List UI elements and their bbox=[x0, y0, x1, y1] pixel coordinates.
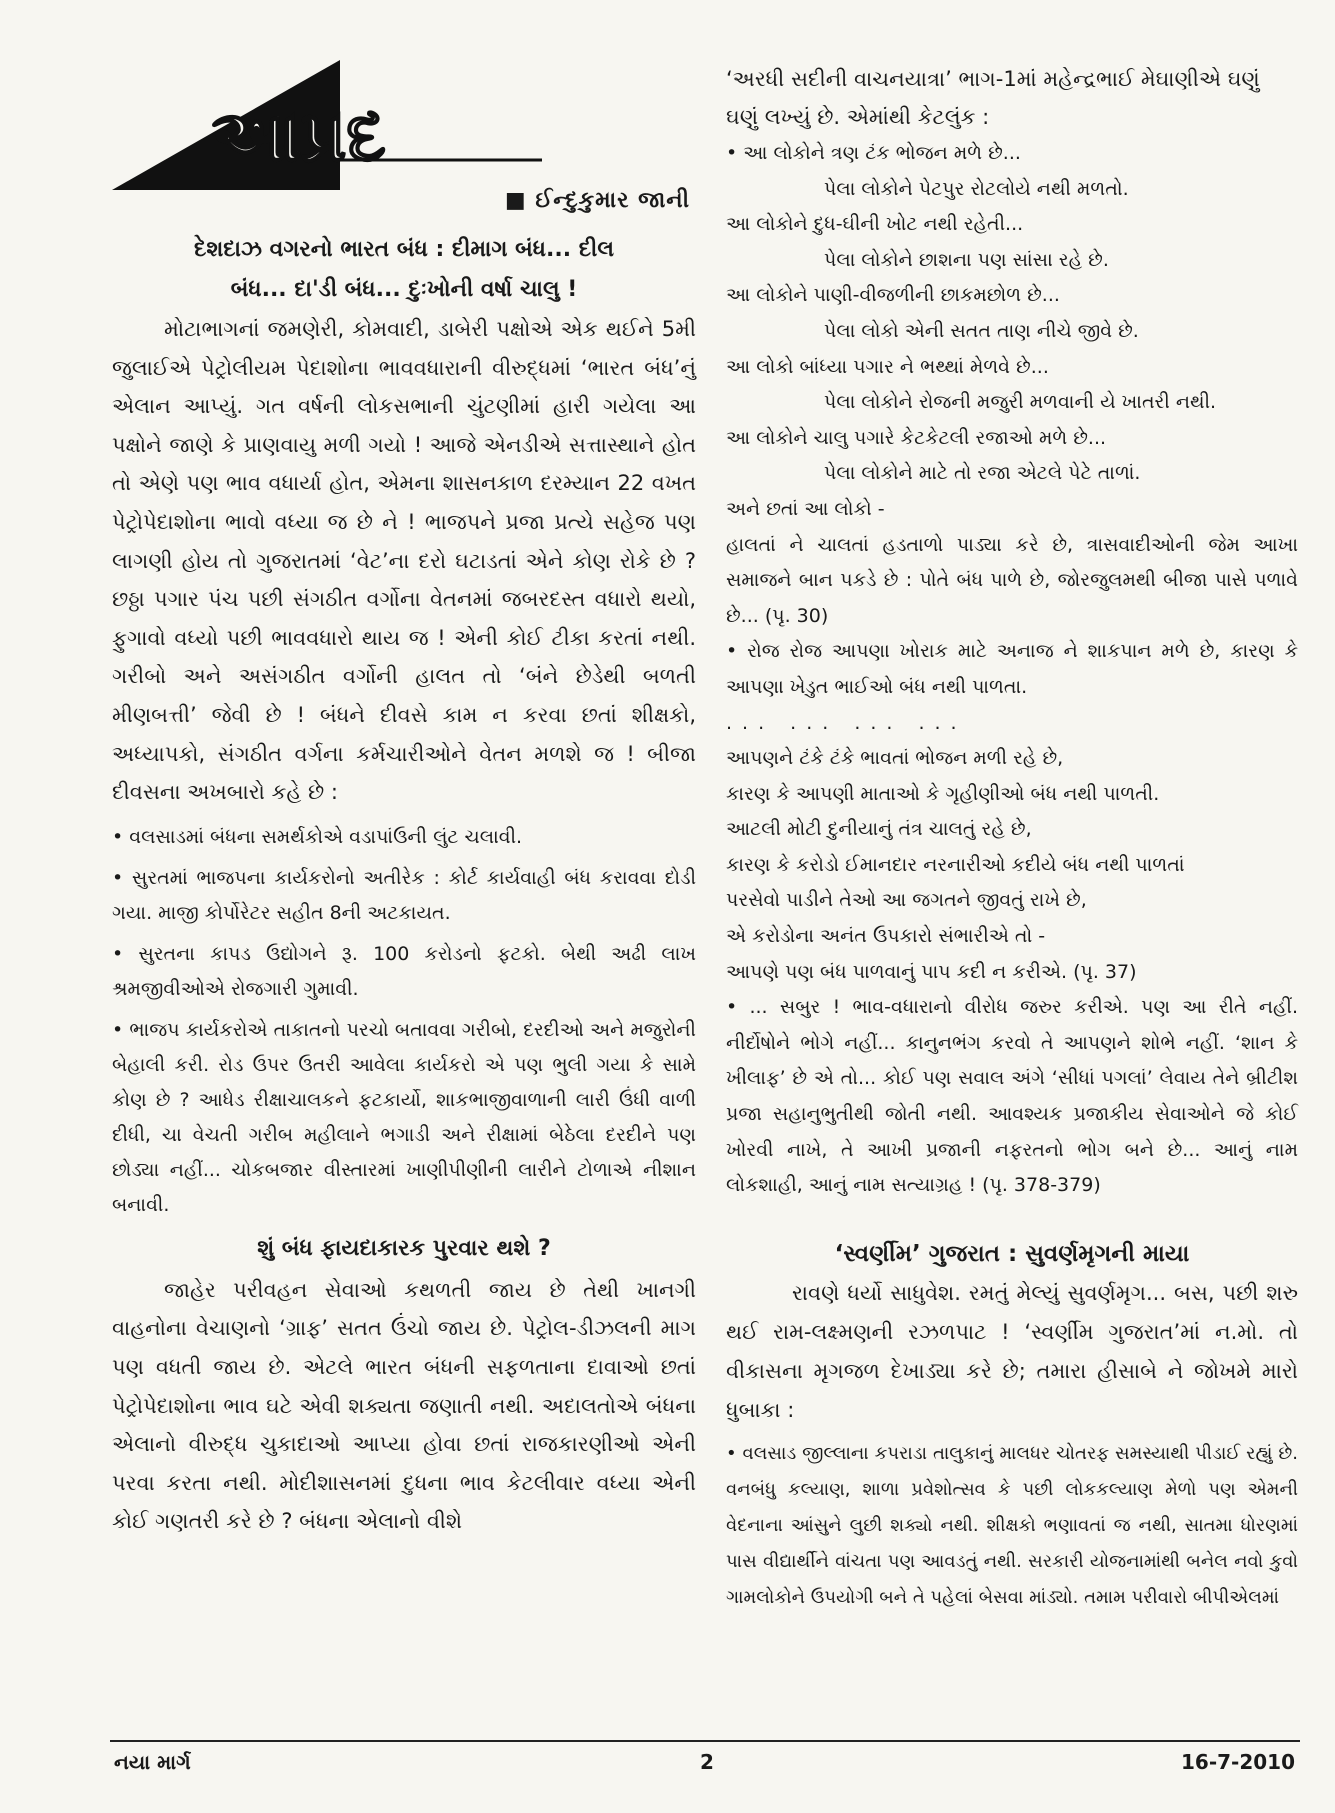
news-bullet: • ભાજપ કાર્યકરોએ તાકાતનો પરચો બતાવવા ગરીબો, દરદીઓ અને મજુરોની બેહાલી કરી. રોડ ઉપર ઉતરી આવેલા કાર્યકરો એ પણ ભુલી ગયા કે સામે કોણ છે ? આધેડ રીક્ષાચાલકને ફટકાર્યો, શાકભાજીવાળાની લારી ઉંધી વાળી દીધી, ચા વેચતી ગરીબ મહીલાને ભગાડી અને રીક્ષામાં બેઠેલા દરદીને પણ છોડ્યા નહીં... ચોકબજાર વીસ્તારમાં ખાણીપીણીની લારીને ટોળાએ નીશાન બનાવી. bbox=[112, 1018, 696, 1216]
comparison-line: પેલા લોકો એની સતત તાણ નીચે જીવે છે. bbox=[824, 319, 1139, 342]
quote-paragraph-c: • ... સબુર ! ભાવ-વધારાનો વીરોધ જરુર કરીએ. પણ આ રીતે નહીં. નીર્દોષોને ભોગે નહીં... કાનુનભંગ કરવો તે આપણને શોભે નહીં. ‘શાન કે ખીલાફ’ છે એ તો... કોઈ પણ સવાલ અંગે ‘સીધાં પગલાં’ લેવાય તેને બ્રીટીશ પ્રજા સહાનુભુતીથી જોતી નથી. આવશ્યક પ્રજાકીય સેવાઓને જે કોઈ ખોરવી નાખે, તે આખી પ્રજાની નફરતનો ભોગ બને છે... આનું નામ લોકશાહી, આનું નામ સત્યાગ્રહ ! (પૃ. 378-379) bbox=[726, 996, 1298, 1197]
issue-date: 16-7-2010 bbox=[1180, 1750, 1295, 1774]
news-bullet: • સુરતના કાપડ ઉદ્યોગને રૂ. 100 કરોડનો ફટકો. બેથી અઢી લાખ શ્રમજીવીઓએ રોજગારી ગુમાવી. bbox=[112, 942, 696, 1000]
comparison-line: પેલા લોકોને પેટપુર રોટલોયે નથી મળતો. bbox=[824, 177, 1129, 200]
comparison-line: પેલા લોકોને છાશના પણ સાંસા રહે છે. bbox=[824, 248, 1109, 271]
comparison-line: આ લોકોને ચાલુ પગારે કેટકેટલી રજાઓ મળે છે... bbox=[726, 426, 1107, 449]
news-bullets bbox=[112, 820, 696, 1223]
comparison-line: અને છતાં આ લોકો - bbox=[726, 497, 885, 520]
article-paragraph-1: મોટાભાગનાં જમણેરી, કોમવાદી, ડાબેરી પક્ષોએ એક થઈને 5મી જુલાઈએ પેટ્રોલીયમ પેદાશોના ભાવવધારાની વીરુદ્ધમાં ‘ભારત બંધ’નું એલાન આપ્યું. ગત વર્ષની લોકસભાની ચુંટણીમાં હારી ગયેલા આ પક્ષોને જાણે કે પ્રાણવાયુ મળી ગયો ! આજે એનડીએ સત્તાસ્થાને હોત તો એણે પણ ભાવ વધાર્યા હોત, એમના શાસનકાળ દરમ્યાન 22 વખત પેટ્રોપેદાશોના ભાવો વધ્યા જ છે ને ! ભાજપને પ્રજા પ્રત્યે સહેજ પણ લાગણી હોય તો ગુજરાતમાં ‘વેટ’ના દરો ઘટાડતાં એને કોણ રોકે છે ? છઠ્ઠા પગાર પંચ પછી સંગઠીત વર્ગોના વેતનમાં જબરદસ્ત વધારો થયો, ફુગાવો વધ્યો પછી ભાવવધારો થાય જ ! એની કોઈ ટીકા કરતાં નથી. ગરીબો અને અસંગઠીત વર્ગોની હાલત તો ‘બંને છેડેથી બળતી મીણબત્તી’ જેવી છે ! બંધને દીવસે કામ ન કરવા છતાં શીક્ષકો, અધ્યાપકો, સંગઠીત વર્ગના કર્મચારીઓને વેતન મળશે જ ! બીજા દીવસના અખબારો કહે છે : bbox=[112, 317, 696, 805]
verse-line: એ કરોડોના અનંત ઉપકારો સંભારીએ તો - bbox=[726, 925, 1046, 948]
verse-line: આપણને ટંકે ટંકે ભાવતાં ભોજન મળી રહે છે, bbox=[726, 747, 1064, 770]
comparison-line: પેલા લોકોને રોજની મજુરી મળવાની યે ખાતરી નથી. bbox=[824, 391, 1217, 414]
verse-line: કારણ કે કરોડો ઈમાનદાર નરનારીઓ કદીયે બંધ નથી પાળતાં bbox=[726, 853, 1185, 876]
article-paragraph-2: જાહેર પરીવહન સેવાઓ કથળતી જાય છે તેથી ખાનગી વાહનોના વેચાણનો ‘ગ્રાફ’ સતત ઉંચો જાય છે. પેટ્રોલ-ડીઝલની માગ પણ વધતી જાય છે. એટલે ભારત બંધની સફળતાના દાવાઓ છતાં પેટ્રોપેદાશોના ભાવ ઘટે એવી શક્યતા જણાતી નથી. અદાલતોએ બંધના એલાનો વીરુદ્ધ ચુકાદાઓ આપ્યા હોવા છતાં રાજકારણીઓ એની પરવા કરતા નથી. મોદીશાસનમાં દુધના ભાવ કેટલીવાર વધ્યા એની કોઈ ગણતરી કરે છે ? બંધના એલાનો વીશે bbox=[112, 1277, 696, 1534]
comparison-lines bbox=[726, 136, 1298, 528]
verse-lines bbox=[726, 741, 1298, 990]
verse-line: આટલી મોટી દુનીયાનું તંત્ર ચાલતું રહે છે, bbox=[726, 818, 1032, 841]
article-heading-line-2: બંધ... દા'ડી બંધ... દુઃખોની વર્ષા ચાલુ ! bbox=[230, 277, 578, 302]
article-heading-line-1: દેશદાઝ વગરનો ભારત બંધ : દીમાગ બંધ... દીલ bbox=[194, 237, 614, 262]
comparison-line: • આ લોકોને ત્રણ ટંક ભોજન મળે છે... bbox=[726, 142, 1021, 164]
comparison-line: આ લોકો બાંધ્યા પગાર ને ભથ્થાં મેળવે છે... bbox=[726, 355, 1049, 378]
section-heading: ‘સ્વર્ણીમ’ ગુજરાત : સુવર્ણમૃગની માયા bbox=[834, 1240, 1190, 1267]
comparison-line: આ લોકોને દુધ-ઘીની ખોટ નથી રહેતી... bbox=[726, 213, 1024, 236]
section-bullet: • વલસાડ જીલ્લાના કપરાડા તાલુકાનું માલધર ચોતરફ સમસ્યાથી પીડાઈ રહ્યું છે. વનબંધુ કલ્યાણ, શાળા પ્રવેશોત્સવ કે પછી લોકકલ્યાણ મેળો પણ એમની વેદનાના આંસુને લુછી શક્યો નથી. શીક્ષકો ભણાવતાં જ નથી, સાતમા ધોરણમાં પાસ વીદ્યાર્થીને વાંચતા પણ આવડતું નથી. સરકારી યોજનામાંથી બનેલ નવો કુવો ગામલોકોને ઉપયોગી બને તે પહેલાં બેસવા માંડ્યો. તમામ પરીવારો બીપીએલમાં bbox=[726, 1442, 1298, 1608]
ellipsis-separator: ... ... ... ... bbox=[726, 711, 967, 734]
publication-name: નયા માર્ગ bbox=[114, 1750, 191, 1774]
column-logo bbox=[112, 60, 696, 230]
quote-paragraph-b: • રોજ રોજ આપણા ખોરાક માટે અનાજ ને શાકપાન મળે છે, કારણ કે આપણા ખેડુત ભાઈઓ બંધ નથી પાળતા. bbox=[726, 640, 1298, 698]
article-subheading: શું બંધ ફાયદાકારક પુરવાર થશે ? bbox=[257, 1235, 551, 1261]
right-column bbox=[726, 60, 1298, 1616]
quote-paragraph-a: હાલતાં ને ચાલતાં હડતાળો પાડ્યા કરે છે, ત્રાસવાદીઓની જેમ આખા સમાજને બાન પકડે છે : પોતે બંધ પાળે છે, જોરજુલમથી બીજા પાસે પળાવે છે... (પૃ. 30) bbox=[726, 533, 1298, 627]
news-bullet: • સુરતમાં ભાજપના કાર્યકરોનો અતીરેક : કોર્ટ કાર્યવાહી બંધ કરાવવા દોડી ગયા. માજી કોર્પોરેટર સહીત 8ની અટકાયત. bbox=[112, 866, 696, 924]
news-bullet: • વલસાડમાં બંધના સમર્થકોએ વડાપાંઉની લુંટ ચલાવી. bbox=[112, 825, 523, 848]
comparison-line: પેલા લોકોને માટે તો રજા એટલે પેટે તાળાં. bbox=[824, 462, 1141, 485]
verse-line: કારણ કે આપણી માતાઓ કે ગૃહીણીઓ બંધ નથી પાળતી. bbox=[726, 782, 1160, 805]
left-column bbox=[112, 60, 696, 1541]
logo-text: આપ્રદ bbox=[212, 95, 386, 177]
verse-line: પરસેવો પાડીને તેઓ આ જગતને જીવતું રાખે છે, bbox=[726, 889, 1087, 912]
verse-line: આપણે પણ બંધ પાળવાનું પાપ કદી ન કરીએ. (પૃ. 37) bbox=[726, 960, 1137, 983]
footer-divider bbox=[110, 1740, 1300, 1742]
page-number: 2 bbox=[700, 1750, 714, 1774]
quote-intro: ‘અરધી સદીની વાચનયાત્રા’ ભાગ-1માં મહેન્દ્રભાઈ મેઘાણીએ ઘણું ઘણું લખ્યું છે. એમાંથી કેટલુંક : bbox=[726, 67, 1260, 129]
comparison-line: આ લોકોને પાણી-વીજળીની છાકમછોળ છે... bbox=[726, 284, 1060, 307]
section-body: રાવણે ધર્યો સાધુવેશ. રમતું મેલ્યું સુવર્ણમૃગ... બસ, પછી શરુ થઈ રામ-લક્ષ્મણની રઝળપાટ ! ‘સ્વર્ણીમ ગુજરાત’માં ન.મો. તો વીકાસના મૃગજળ દેખાડ્યા કરે છે; તમારા હીસાબે ને જોખમે મારો ધુબાકા : bbox=[726, 1280, 1298, 1422]
author-byline: ■ ઈન્દુકુમાર જાની bbox=[504, 188, 690, 213]
